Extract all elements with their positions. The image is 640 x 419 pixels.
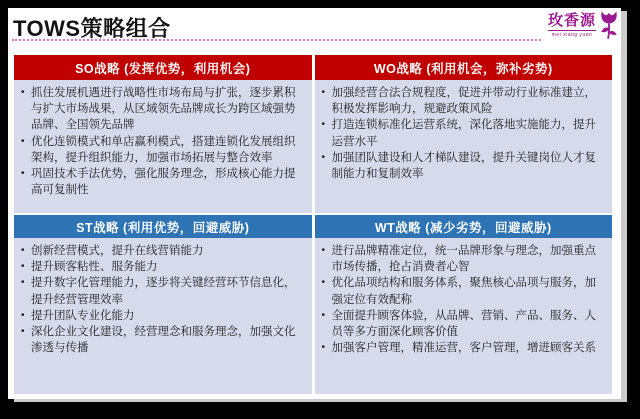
- bullet-list-wo: [319, 85, 605, 182]
- bullet-item: • 加强团队建设和人才梯队建设，提升关键岗位人才复制能力和复制效率: [319, 150, 605, 182]
- bullet-item: • 优化品项结构和服务体系，聚焦核心品项与服务，加强定位有效配称: [319, 275, 605, 307]
- title-underline: [12, 39, 613, 41]
- bullet-item: • 加强客户管理，精准运营，客户管理，增进顾客关系: [319, 340, 605, 356]
- bullet-item: • 优化连锁模式和单店赢利模式，搭建连锁化发展组织架构，提升组织能力，加强市场拓展与整合效率: [18, 134, 304, 166]
- brand-subtitle: mei xiang yuan: [548, 30, 596, 38]
- bullet-item: • 打造连锁标准化运营系统，深化落地实施能力，提升运营水平: [319, 117, 605, 149]
- quadrant-body-so: [14, 80, 312, 213]
- bullet-item: • 创新经营模式，提升在线营销能力: [18, 243, 304, 259]
- bullet-item: • 提升数字化管理能力，逐步将关键经营环节信息化，提升经营管理效率: [18, 275, 304, 307]
- quadrant-body-wo: [315, 80, 613, 213]
- rose-flower-icon: [598, 10, 620, 40]
- brand-logo: [542, 11, 620, 42]
- bullet-list-wt: [319, 243, 605, 356]
- bullet-item: • 巩固技术手法优势，强化服务理念，形成核心能力提高可复制性: [18, 166, 304, 198]
- quadrant-header-st: ST战略 (利用优势，回避威胁): [14, 213, 312, 238]
- bullet-item: • 提升顾客粘性、服务能力: [18, 259, 304, 275]
- brand-text: [548, 12, 596, 38]
- page-title: TOWS策略组合: [13, 16, 171, 41]
- bullet-item: • 提升团队专业化能力: [18, 308, 304, 324]
- bullet-list-st: [18, 243, 304, 356]
- quadrant-body-st: [14, 238, 312, 394]
- brand-name: 玫香源: [547, 12, 596, 29]
- quadrant-body-wt: [315, 238, 613, 394]
- bullet-list-so: [18, 85, 304, 198]
- bullet-item: • 进行品牌精准定位，统一品牌形象与理念，加强重点市场传播，抢占消费者心智: [319, 243, 605, 275]
- quadrant-header-so: SO战略 (发挥优势，利用机会): [14, 55, 312, 80]
- tows-matrix: [14, 55, 612, 394]
- bullet-item: • 加强经营合法合规程度，促进并带动行业标准建立，积极发挥影响力，规避政策风险: [319, 85, 605, 117]
- bullet-item: • 全面提升顾客体验，从品牌、营销、产品、服务、人员等多方面深化顾客价值: [319, 308, 605, 340]
- slide: [8, 8, 621, 399]
- quadrant-header-wt: WT战略 (减少劣势，回避威胁): [315, 213, 613, 238]
- bullet-item: • 抓住发展机遇进行战略性市场布局与扩张，逐步累积与扩大市场战果，从区域领先品牌成长为跨区域强势品牌、全国领先品牌: [18, 85, 304, 134]
- quadrant-header-wo: WO战略 (利用机会，弥补劣势): [315, 55, 613, 80]
- bullet-item: • 深化企业文化建设，经营理念和服务理念，加强文化渗透与传播: [18, 324, 304, 356]
